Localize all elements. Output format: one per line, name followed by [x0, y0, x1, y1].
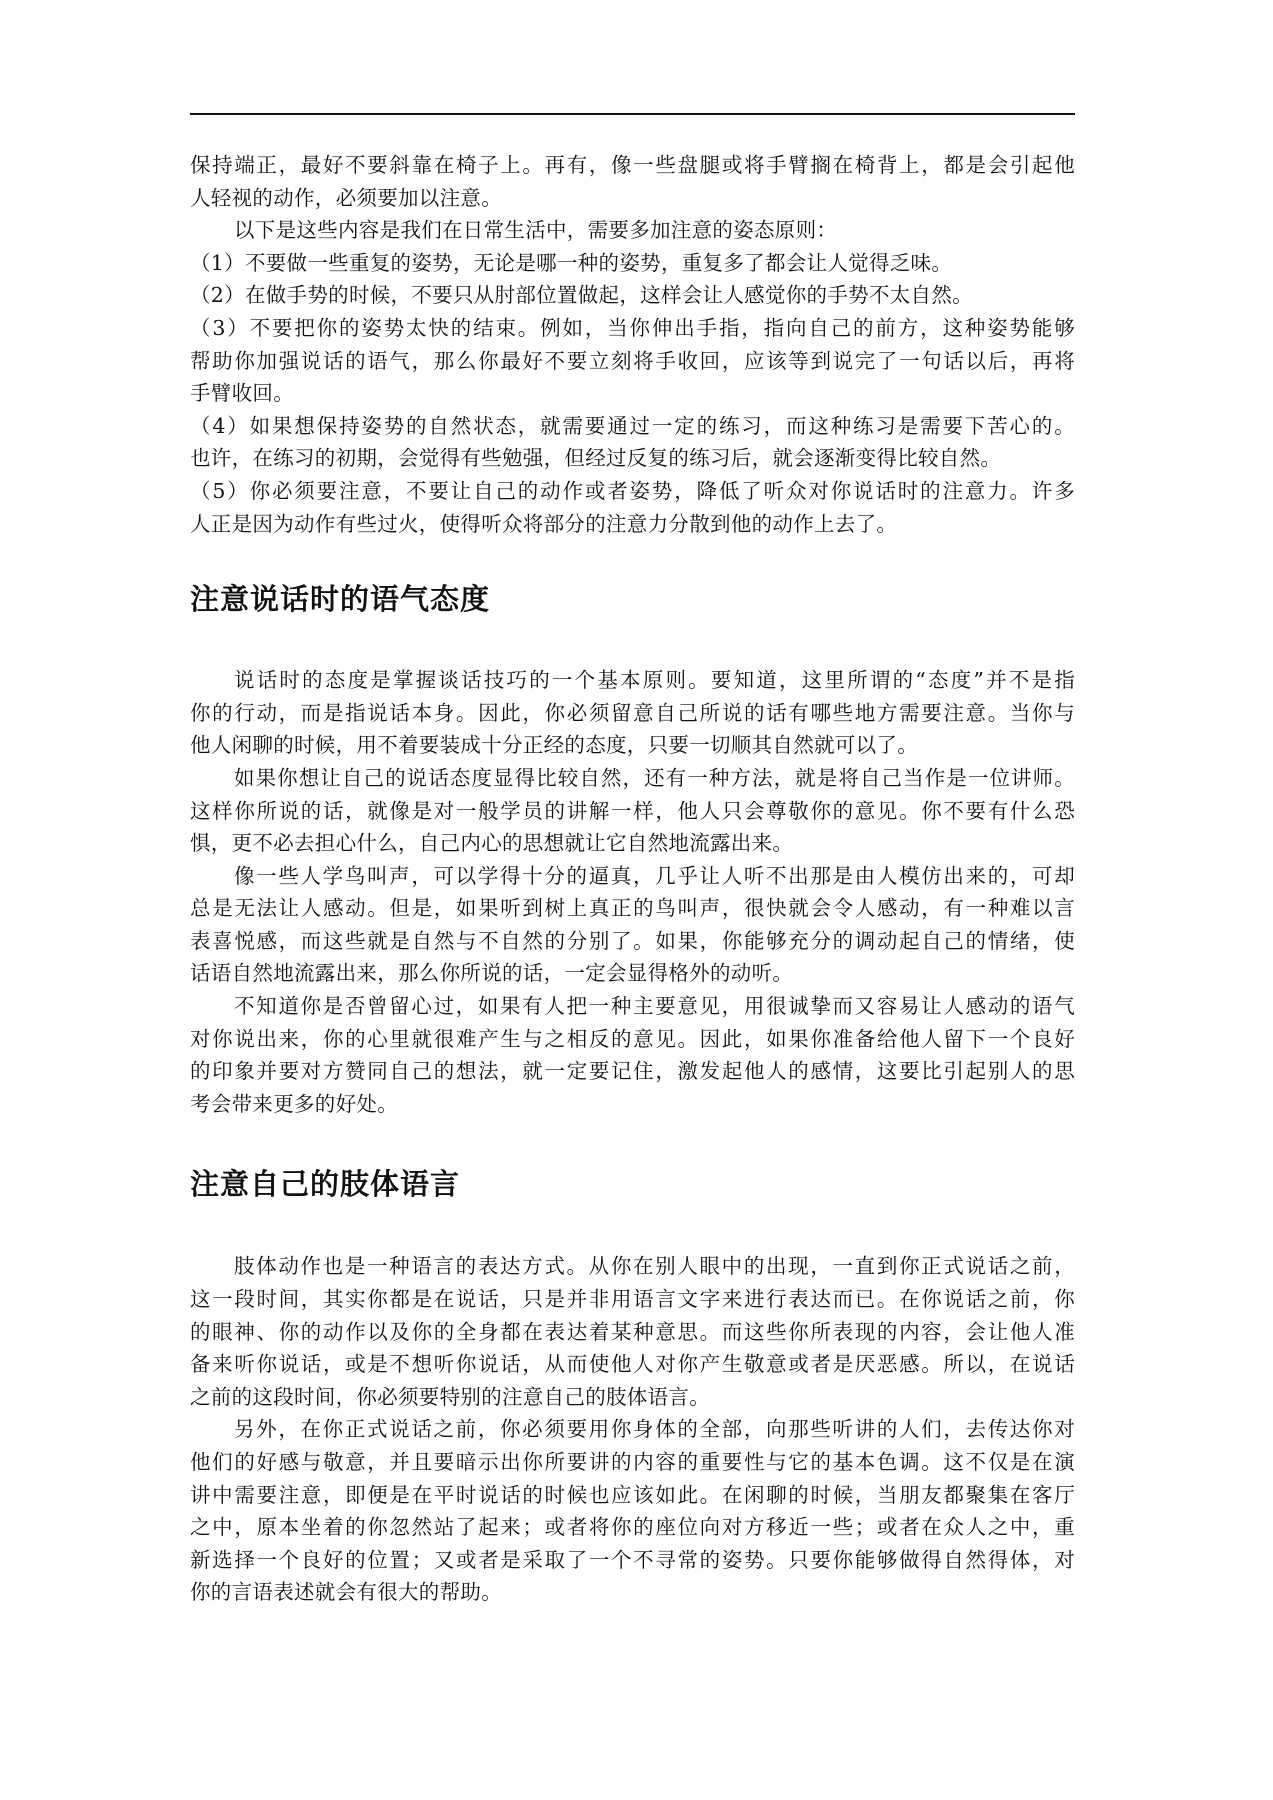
- text-line: 的眼神、你的动作以及你的全身都在表达着某种意思。而这些你所表现的内容，会让他人准: [190, 1319, 1075, 1344]
- text-line: 他人闲聊的时候，用不着要装成十分正经的态度，只要一切顺其自然就可以了。: [190, 733, 918, 758]
- text-line: 备来听你说话，或是不想听你说话，从而使他人对你产生敬意或者是厌恶感。所以，在说话: [190, 1352, 1075, 1377]
- header-rule: [190, 113, 1075, 115]
- text-line: （2）在做手势的时候，不要只从肘部位置做起，这样会让人感觉你的手势不太自然。: [190, 283, 973, 308]
- text-line: 保持端正，最好不要斜靠在椅子上。再有，像一些盘腿或将手臂搁在椅背上，都是会引起他: [190, 153, 1075, 177]
- body-paragraph: [190, 1413, 1075, 1609]
- text-line: 人轻视的动作，必须要加以注意。: [190, 185, 502, 210]
- body-paragraph: [190, 990, 1075, 1120]
- section-heading: 注意自己的肢体语言: [190, 1167, 461, 1202]
- text-line: 这样你所说的话，就像是对一般学员的讲解一样，他人只会尊敬你的意见。你不要有什么恐: [190, 798, 1075, 823]
- list-item: [190, 475, 1075, 540]
- list-item: [190, 312, 1075, 410]
- page-content: [190, 149, 1075, 1609]
- text-line: （5）你必须要注意，不要让自己的动作或者姿势，降低了听众对你说话时的注意力。许多: [190, 478, 1075, 503]
- text-line: 话语自然地流露出来，那么你所说的话，一定会显得格外的动听。: [190, 961, 794, 986]
- text-line: 对你说出来，你的心里就很难产生与之相反的意见。因此，如果你准备给他人留下一个良好: [190, 1026, 1075, 1051]
- continuation-paragraph: [190, 149, 1075, 214]
- body-paragraph: [190, 860, 1075, 990]
- text-line: （4）如果想保持姿势的自然状态，就需要通过一定的练习，而这种练习是需要下苦心的。: [190, 413, 1075, 438]
- text-line: 他们的好感与敬意，并且要暗示出你所要讲的内容的重要性与它的基本色调。这不仅是在演: [190, 1450, 1075, 1474]
- text-line: 肢体动作也是一种语言的表达方式。从你在别人眼中的出现，一直到你正式说话之前，: [234, 1254, 1075, 1279]
- text-line: 如果你想让自己的说话态度显得比较自然，还有一种方法，就是将自己当作是一位讲师。: [234, 765, 1075, 790]
- text-line: 你的行动，而是指说话本身。因此，你必须留意自己所说的话有哪些地方需要注意。当你与: [190, 700, 1075, 725]
- text-line: 说话时的态度是掌握谈话技巧的一个基本原则。要知道，这里所谓的“态度”并不是指: [234, 668, 1075, 693]
- text-line: 另外，在你正式说话之前，你必须要用你身体的全部，向那些听讲的人们，去传达你对: [234, 1417, 1075, 1442]
- text-line: 考会带来更多的好处。: [190, 1091, 398, 1116]
- list-item: [190, 410, 1075, 475]
- text-line: 新选择一个良好的位置；又或者是采取了一个不寻常的姿势。只要你能够做得自然得体，对: [190, 1547, 1075, 1572]
- body-paragraph: [190, 1250, 1075, 1413]
- text-line: 不知道你是否曾留心过，如果有人把一种主要意见，用很诚挚而又容易让人感动的语气: [234, 994, 1075, 1019]
- text-line: 总是无法让人感动。但是，如果听到树上真正的鸟叫声，很快就会令人感动，有一种难以言: [190, 896, 1075, 921]
- text-line: 像一些人学鸟叫声，可以学得十分的逼真，几乎让人听不出那是由人模仿出来的，可却: [234, 863, 1075, 888]
- text-line: 人正是因为动作有些过火，使得听众将部分的注意力分散到他的动作上去了。: [190, 511, 898, 536]
- text-line: 也许，在练习的初期，会觉得有些勉强，但经过反复的练习后，就会逐渐变得比较自然。: [190, 446, 1002, 471]
- posture-principles-list: [190, 247, 1075, 540]
- text-line: 讲中需要注意，即便是在平时说话的时候也应该如此。在闲聊的时候，当朋友都聚集在客厅: [190, 1482, 1075, 1507]
- list-item: [190, 247, 1075, 280]
- text-line: 手臂收回。: [190, 381, 294, 406]
- body-paragraph: [190, 664, 1075, 762]
- body-paragraph: [190, 762, 1075, 860]
- text-line: 这一段时间，其实你都是在说话，只是并非用语言文字来进行表达而已。在你说话之前，你: [190, 1287, 1075, 1312]
- text-line: 之前的这段时间，你必须要特别的注意自己的肢体语言。: [190, 1384, 710, 1409]
- text-line: 之中，原本坐着的你忽然站了起来；或者将你的座位向对方移近一些；或者在众人之中，重: [190, 1515, 1075, 1540]
- intro-paragraph: [190, 214, 1075, 247]
- text-line: （3）不要把你的姿势太快的结束。例如，当你伸出手指，指向自己的前方，这种姿势能够: [190, 315, 1075, 340]
- text-line: 的印象并要对方赞同自己的想法，就一定要记住，激发起他人的感情，这要比引起别人的思: [190, 1059, 1075, 1084]
- text-line: 表喜悦感，而这些就是自然与不自然的分别了。如果，你能够充分的调动起自己的情绪，使: [190, 928, 1075, 953]
- text-line: （1）不要做一些重复的姿势，无论是哪一种的姿势，重复多了都会让人觉得乏味。: [190, 250, 953, 275]
- text-line: 帮助你加强说话的语气，那么你最好不要立刻将手收回，应该等到说完了一句话以后，再将: [190, 348, 1075, 373]
- text-line: 以下是这些内容是我们在日常生活中，需要多加注意的姿态原则：: [234, 218, 838, 243]
- text-line: 惧，更不必去担心什么，自己内心的思想就让它自然地流露出来。: [190, 831, 794, 856]
- section-heading: 注意说话时的语气态度: [190, 582, 491, 617]
- list-item: [190, 279, 1075, 312]
- text-line: 你的言语表述就会有很大的帮助。: [190, 1580, 502, 1605]
